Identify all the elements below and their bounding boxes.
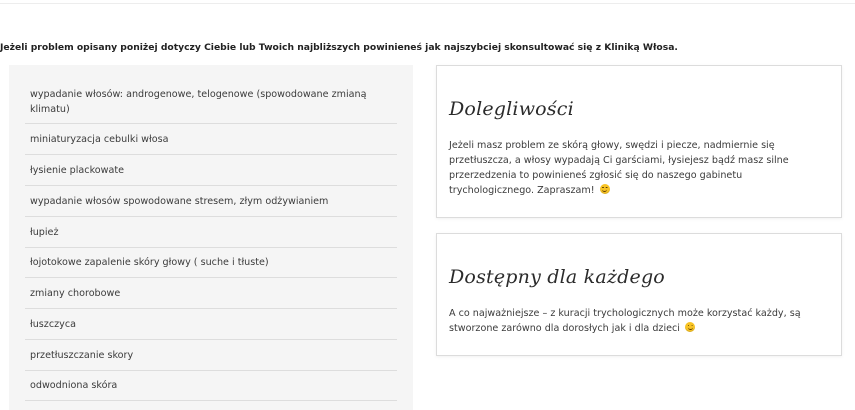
top-divider (0, 0, 855, 4)
available-text (449, 306, 819, 336)
conditions-list-panel (9, 65, 413, 410)
list-item: łuszczyca (30, 319, 76, 330)
ailments-text-body: Jeżeli masz problem ze skórą głowy, swędzi i piecze, nadmiernie się przetłuszcza, a włosy wypadają Ci garściami, łysiejesz bądź masz silne przerzedzenia to powinieneś zgłosić się do naszego gabinetu trychologicznego. Zapraszam! (449, 140, 789, 196)
available-text-body: A co najważniejsze – z kuracji trychologicznych może korzystać każdy, są stworzone zarówno dla dorosłych jak i dla dzieci (449, 308, 801, 334)
smile-emoji-icon (685, 322, 695, 332)
list-divider (25, 123, 397, 124)
list-divider (25, 154, 397, 155)
list-item: łysienie plackowate (30, 165, 125, 176)
ailments-title: Dolegliwości (449, 98, 574, 120)
available-title: Dostępny dla każdego (449, 266, 665, 288)
list-divider (25, 370, 397, 371)
list-divider (25, 216, 397, 217)
list-item: łupież (30, 227, 59, 238)
list-divider (25, 400, 397, 401)
smile-emoji-icon (600, 184, 610, 194)
list-item: przetłuszczanie skory (30, 350, 134, 361)
list-item: wypadanie włosów spowodowane stresem, złym odżywianiem (30, 196, 329, 207)
list-divider (25, 308, 397, 309)
list-divider (25, 339, 397, 340)
list-item: zmiany chorobowe (30, 288, 121, 299)
ailments-card (436, 65, 842, 218)
ailments-text (449, 138, 819, 198)
list-divider (25, 185, 397, 186)
intro-text: Jeżeli problem opisany poniżej dotyczy Ciebie lub Twoich najbliższych powinieneś jak najszybciej skonsultować się z Kliniką Włosa. (0, 42, 678, 53)
list-item: wypadanie włosów: androgenowe, telogenowe (spowodowane zmianą klimatu) (30, 89, 367, 115)
list-item: odwodniona skóra (30, 380, 118, 391)
list-divider (25, 247, 397, 248)
list-item: łojotokowe zapalenie skóry głowy ( suche i tłuste) (30, 257, 269, 268)
list-divider (25, 277, 397, 278)
list-item: miniaturyzacja cebulki włosa (30, 134, 169, 145)
available-card (436, 233, 842, 356)
